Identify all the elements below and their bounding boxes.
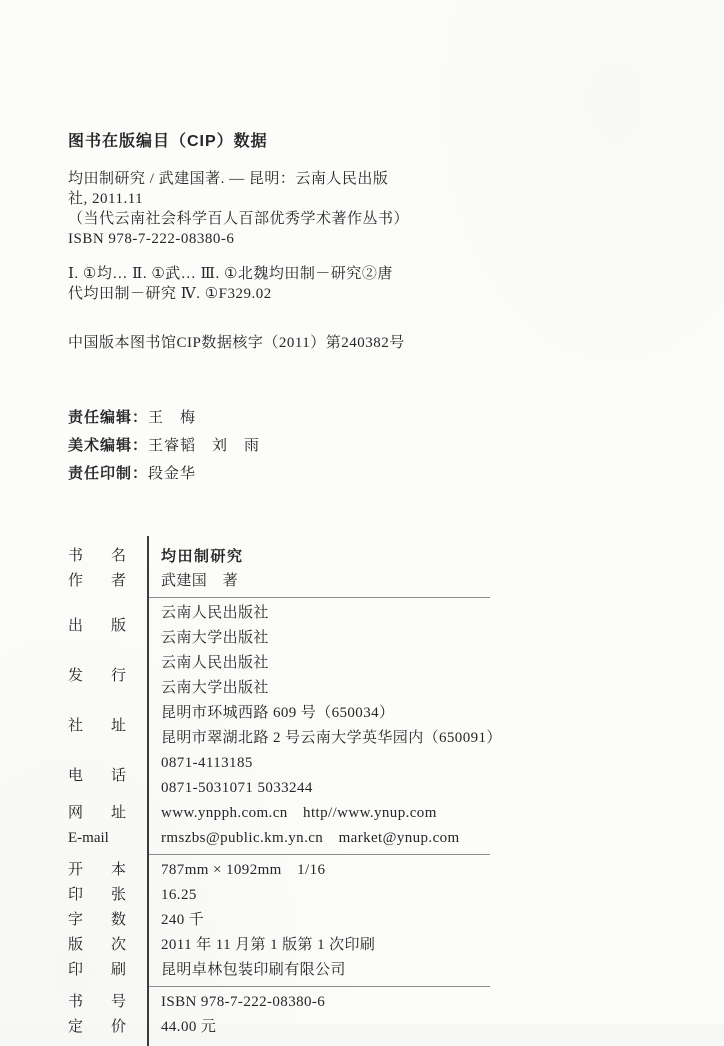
staff-value: 王睿韬 刘 雨: [148, 438, 261, 454]
table-divider: [147, 854, 490, 855]
table-row-email: [68, 826, 498, 851]
table-row-edition: [68, 933, 498, 958]
row-label: 印张: [68, 887, 126, 903]
staff-value: 段金华: [148, 466, 197, 482]
table-row-address: [68, 701, 502, 751]
vertical-rule: [147, 536, 149, 1046]
row-value: 0871-4113185: [161, 755, 253, 771]
row-label: 书名: [68, 548, 126, 564]
table-row-format: [68, 858, 498, 883]
row-value: 16.25: [161, 887, 197, 903]
row-value: rmszbs@public.km.yn.cn market@ynup.com: [161, 830, 460, 846]
cip-heading: 图书在版编目（CIP）数据: [68, 133, 268, 150]
row-value: 云南人民出版社: [161, 655, 269, 671]
staff-row-art-editor: [68, 432, 724, 460]
staff-row-print-supervisor: [68, 460, 724, 488]
table-divider: [147, 986, 490, 987]
row-label: 印刷: [68, 962, 126, 978]
row-label: 字数: [68, 912, 126, 928]
row-value: 昆明卓林包装印刷有限公司: [161, 962, 346, 978]
cip-record-line: 均田制研究 / 武建国著. — 昆明：云南人民出版: [68, 171, 389, 187]
table-row-price: [68, 1015, 498, 1040]
row-value: 均田制研究: [161, 548, 244, 565]
row-label: 作者: [68, 573, 126, 589]
cip-record-line: 社, 2011.11: [68, 191, 144, 207]
row-label: 出版: [68, 617, 126, 634]
table-row-website: [68, 801, 498, 826]
row-value: ISBN 978-7-222-08380-6: [161, 994, 326, 1010]
cip-classification-line: Ⅰ. ①均… Ⅱ. ①武… Ⅲ. ①北魏均田制－研究②唐: [68, 266, 393, 282]
table-row-distributor: [68, 651, 498, 701]
cip-series-line: （当代云南社会科学百人百部优秀学术著作丛书）: [68, 211, 410, 227]
staff-label: 责任印制：: [68, 465, 149, 482]
row-label: 社址: [68, 717, 126, 734]
row-label: 开本: [68, 862, 126, 878]
cip-classification-line: 代均田制－研究 Ⅳ. ①F329.02: [68, 286, 272, 302]
row-label: 书号: [68, 994, 126, 1010]
table-row-author: [68, 569, 498, 594]
row-value: 787mm × 1092mm 1/16: [161, 862, 326, 878]
table-row-sheets: [68, 883, 498, 908]
staff-label: 美术编辑：: [68, 437, 149, 454]
row-value: www.ynpph.com.cn http//www.ynup.com: [161, 805, 437, 821]
row-value: 云南大学出版社: [161, 630, 269, 646]
cip-isbn-line: ISBN 978-7-222-08380-6: [68, 231, 235, 247]
row-value: 武建国 著: [161, 573, 239, 589]
cip-registry-number: 中国版本图书馆CIP数据核字（2011）第240382号: [68, 335, 405, 351]
cip-block: [68, 128, 724, 352]
staff-credits: [68, 404, 724, 488]
table-row-wordcount: [68, 908, 498, 933]
staff-label: 责任编辑：: [68, 409, 149, 426]
row-value: 44.00 元: [161, 1019, 217, 1035]
table-row-publisher: [68, 601, 498, 651]
row-label: 网址: [68, 805, 126, 821]
table-row-isbn: [68, 990, 498, 1015]
table-row-phone: [68, 751, 498, 801]
row-value: 240 千: [161, 912, 205, 928]
table-divider: [147, 597, 490, 598]
row-label: E-mail: [68, 830, 109, 846]
row-value: 0871-5031071 5033244: [161, 780, 313, 796]
row-value: 昆明市环城西路 609 号（650034）: [161, 705, 395, 721]
row-value: 昆明市翠湖北路 2 号云南大学英华园内（650091）: [161, 730, 502, 746]
row-label: 定价: [68, 1019, 126, 1035]
row-label: 电话: [68, 767, 126, 784]
row-label: 版次: [68, 937, 126, 953]
row-label: 发行: [68, 667, 126, 684]
cip-classification: [68, 264, 724, 304]
row-value: 云南大学出版社: [161, 680, 269, 696]
table-row-title: [68, 544, 498, 569]
row-value: 2011 年 11 月第 1 版第 1 次印刷: [161, 937, 376, 953]
cip-record: [68, 169, 724, 249]
row-value: 云南人民出版社: [161, 605, 269, 621]
staff-value: 王 梅: [148, 410, 197, 426]
table-row-printer: [68, 958, 498, 983]
staff-row-editor: [68, 404, 724, 432]
colophon-table: [68, 544, 502, 1040]
